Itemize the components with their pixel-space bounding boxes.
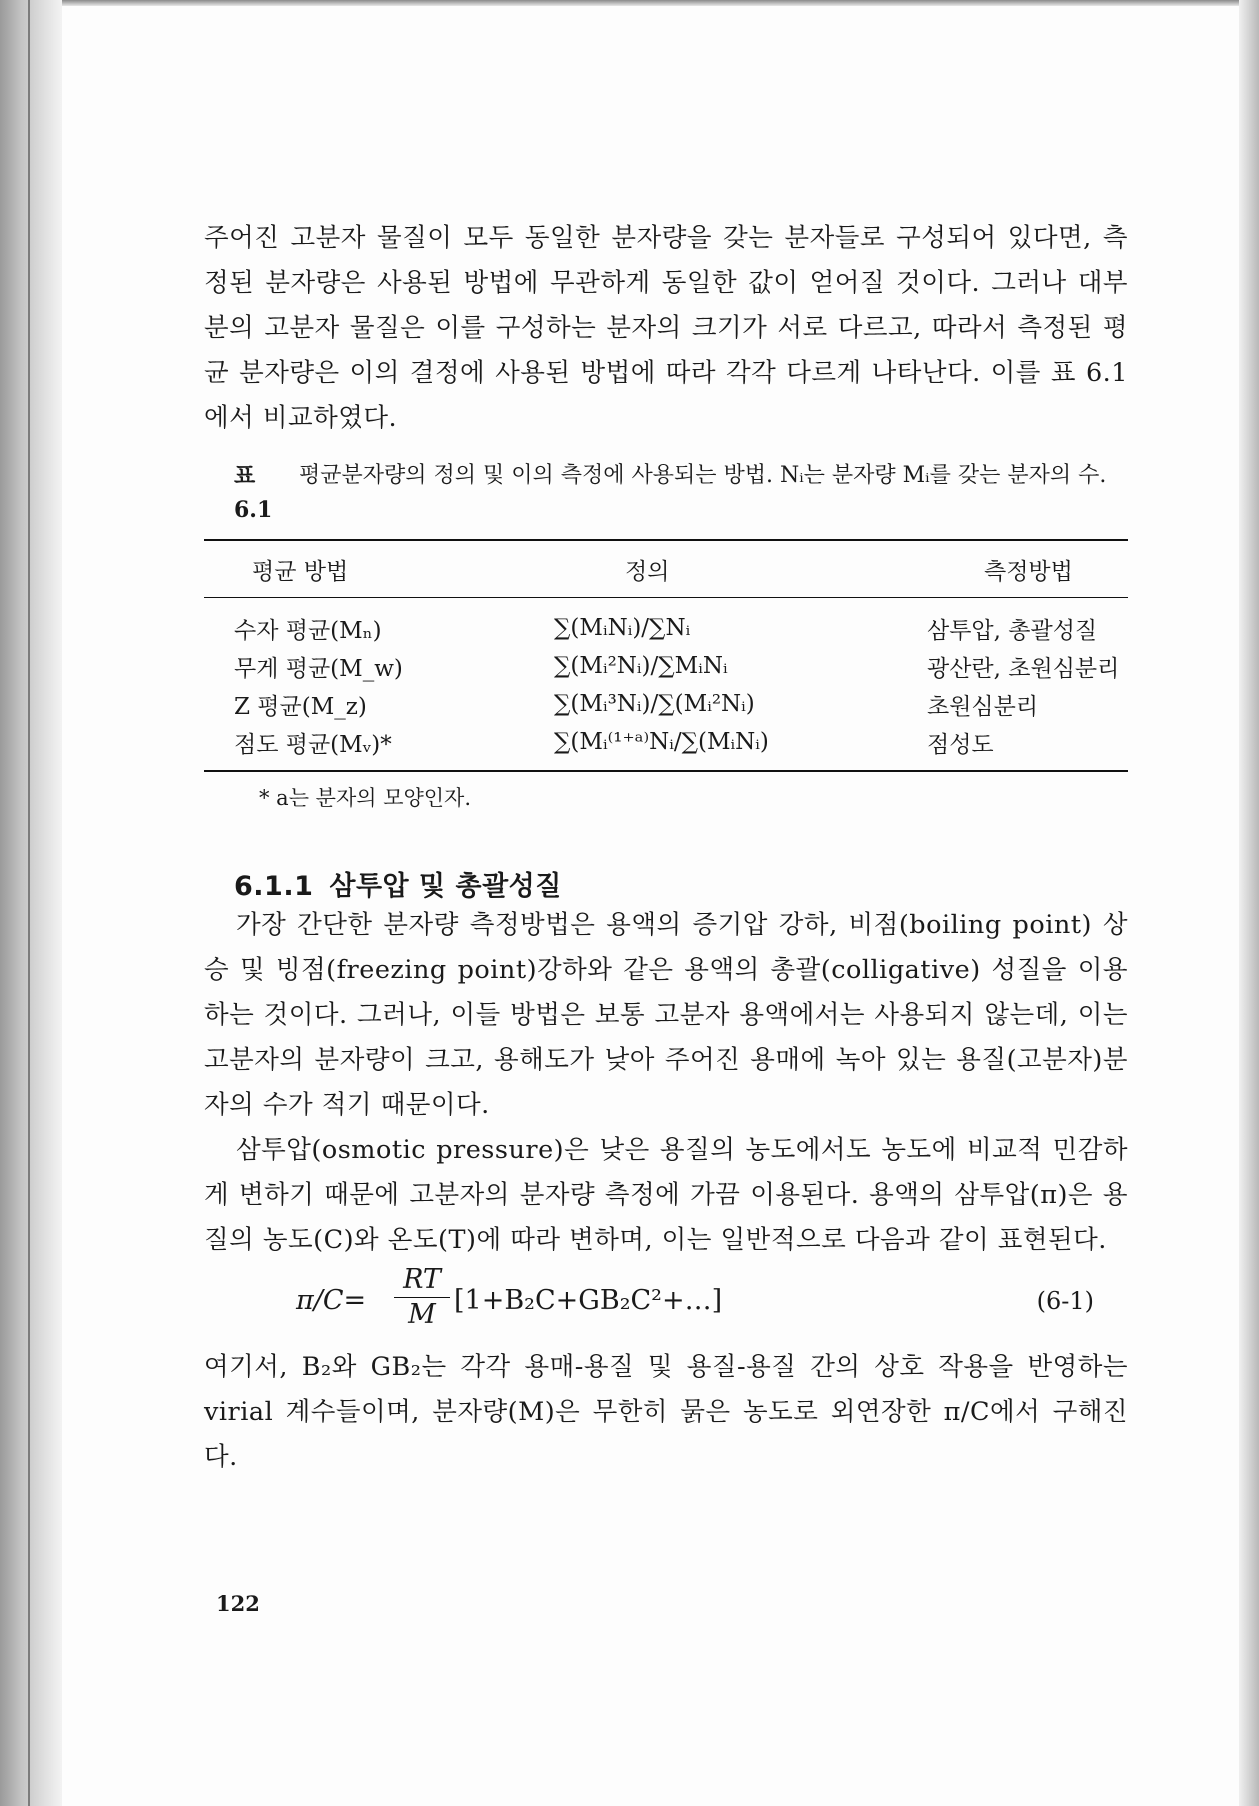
table-row — [204, 685, 1128, 723]
page-content — [204, 216, 1128, 1480]
section-heading — [204, 864, 1128, 903]
cell-method: Z 평균(M_z) — [234, 693, 367, 720]
paragraph-osmotic: 삼투압(osmotic pressure)은 낮은 용질의 농도에서도 농도에 비교적 민감하게 변하기 때문에 고분자의 분자량 측정에 가끔 이용된다. 용액의 삼투압(π)은 용질의 농도(C)와 온도(T)에 따라 변하며, 이는 일반적으로 다음과 같이 표현된다. — [204, 1135, 1128, 1255]
section-title: 삼투압 및 총괄성질 — [329, 871, 562, 902]
cell-measurement: 광산란, 초원심분리 — [927, 655, 1120, 682]
equation-numerator: RT — [394, 1263, 450, 1298]
cell-definition: ∑(MᵢNᵢ)/∑Nᵢ — [554, 615, 691, 641]
equation-number: (6-1) — [1036, 1287, 1094, 1315]
cell-method: 무게 평균(M_w) — [234, 655, 403, 682]
cell-measurement: 점성도 — [927, 731, 994, 758]
table-caption-label: 표 6.1 — [234, 463, 273, 523]
paragraph-virial: 여기서, B₂와 GB₂는 각각 용매-용질 및 용질-용질 간의 상호 작용을 반영하는 virial 계수들이며, 분자량(M)은 무한히 묽은 농도로 외연장한 π/C에서 구해진다. — [204, 1352, 1128, 1472]
table-row — [204, 723, 1128, 771]
cell-definition: ∑(Mᵢ²Nᵢ)/∑MᵢNᵢ — [554, 653, 728, 679]
equation-rhs: [1+B₂C+GB₂C²+…] — [454, 1285, 723, 1316]
table-caption-text: 평균분자량의 정의 및 이의 측정에 사용되는 방법. Nᵢ는 분자량 Mᵢ를 갖는 분자의 수. — [299, 463, 1107, 488]
table-row — [204, 647, 1128, 685]
cell-definition: ∑(Mᵢ⁽¹⁺ᵃ⁾Nᵢ/∑(MᵢNᵢ) — [554, 729, 769, 755]
paragraph-colligative: 가장 간단한 분자량 측정방법은 용액의 증기압 강하, 비점(boiling point) 상승 및 빙점(freezing point)강하와 같은 용액의 총괄(colligative) 성질을 이용하는 것이다. 그러나, 이들 방법은 보통 고분자 용액에서는 사용되지 않는데, 이는 고분자의 분자량이 크고, 용해도가 낮아 주어진 용매에 녹아 있는 용질(고분자)분자의 수가 적기 때문이다. — [204, 910, 1128, 1120]
page-number: 122 — [216, 1591, 260, 1616]
table-caption — [204, 459, 1128, 527]
average-molecular-weight-table — [204, 539, 1128, 772]
cell-definition: ∑(Mᵢ³Nᵢ)/∑(Mᵢ²Nᵢ) — [554, 691, 755, 717]
equation-denominator: M — [408, 1299, 436, 1330]
intro-paragraph: 주어진 고분자 물질이 모두 동일한 분자량을 갖는 분자들로 구성되어 있다면, 측정된 분자량은 사용된 방법에 무관하게 동일한 값이 얻어질 것이다. 그러나 대부분의 고분자 물질은 이를 구성하는 분자의 크기가 서로 다르고, 따라서 측정된 평균 분자량은 이의 결정에 사용된 방법에 따라 각각 다르게 나타난다. 이를 표 6.1에서 비교하였다. — [204, 223, 1128, 433]
table-footnote: * a는 분자의 모양인자. — [259, 786, 472, 810]
cell-measurement: 삼투압, 총괄성질 — [927, 617, 1098, 644]
header-measurement: 측정방법 — [926, 540, 1128, 598]
cell-method: 수자 평균(Mₙ) — [234, 617, 382, 644]
equation-fraction — [394, 1263, 450, 1332]
cell-method: 점도 평균(Mᵥ)* — [234, 731, 392, 758]
book-page — [62, 6, 1239, 1806]
equation-lhs: π/C= — [296, 1285, 367, 1316]
section-number: 6.1.1 — [234, 871, 314, 902]
cell-measurement: 초원심분리 — [927, 693, 1039, 720]
equation-6-1 — [204, 1263, 1128, 1345]
book-right-edge — [1239, 0, 1259, 1806]
table-header-row — [204, 540, 1128, 598]
header-method: 평균 방법 — [204, 540, 553, 598]
header-definition: 정의 — [553, 540, 926, 598]
book-left-edge — [0, 0, 62, 1806]
table-row — [204, 598, 1128, 648]
